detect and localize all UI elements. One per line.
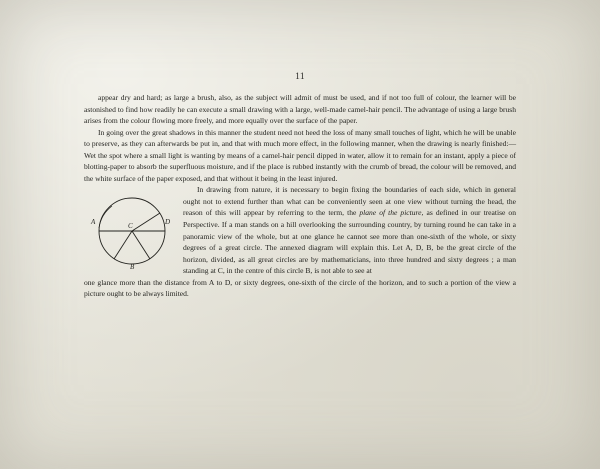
paragraph-3-lead: In drawing from nature, it is necessary to begin fixing the boundaries of each side, which in general ought not to extend further than what can be conveniently seen at one view without turning the head, the reason of this will appear by referring to the term, the bbox=[183, 185, 516, 218]
paragraph-3-tail: one glance more than the distance from A to D, or sixty degrees, one-sixth of the circle of the horizon, and to such a portion of the view a picture ought to be always limited. bbox=[84, 277, 516, 299]
page-body-text bbox=[84, 92, 516, 300]
paragraph-3-continued: as defined in our treatise on Perspective. If a man stands on a hill overlooking the surrounding country, by turning round he can take in a panoramic view of the whole, but at one glance he cannot see more than one-sixth of the whole, or sixty degrees of a great circle. The annexed diagram will explain this. Let A, D, B, be the great circle of the horizon, divided, as all great circles are by mathematicians, into three hundred and sixty degrees ; a man standing at C, in the centre of this circle B, is not able to see at bbox=[183, 208, 516, 276]
figure-label-c: C bbox=[128, 222, 133, 231]
figure-label-d: D bbox=[165, 218, 171, 227]
paragraph-1: appear dry and hard; as large a brush, also, as the subject will admit of must be used, and if not too full of colour, the learner will be astonished to find how readily he can execute a small drawing with a large, well-made camel-hair pencil. The advantage of using a large brush arises from the colour flowing more freely, and more equally over the surface of the paper. bbox=[84, 93, 516, 126]
paragraph-3-italic-term: plane of the picture, bbox=[359, 208, 424, 218]
paragraph-3 bbox=[84, 184, 516, 276]
figure-label-b: B bbox=[130, 263, 135, 272]
figure-label-a: A bbox=[91, 218, 96, 227]
horizon-circle-diagram bbox=[90, 187, 174, 271]
paragraph-2: In going over the great shadows in this manner the student need not heed the loss of many small touches of light, which he will be unable to preserve, as they can afterwards be put in, and that with much more effect, in the following manner, when the drawing is nearly finished:—Wet the spot where a small light is wanting by means of a camel-hair pencil dipped in water, allow it to remain for an instant, apply a piece of blotting-paper to absorb the superfluous moisture, and if the place is rubbed instantly with the crumb of bread, the colour will be removed, and the white surface of the paper exposed, and that without it being in the least injured. bbox=[84, 127, 516, 183]
page-number: 11 bbox=[295, 72, 305, 82]
